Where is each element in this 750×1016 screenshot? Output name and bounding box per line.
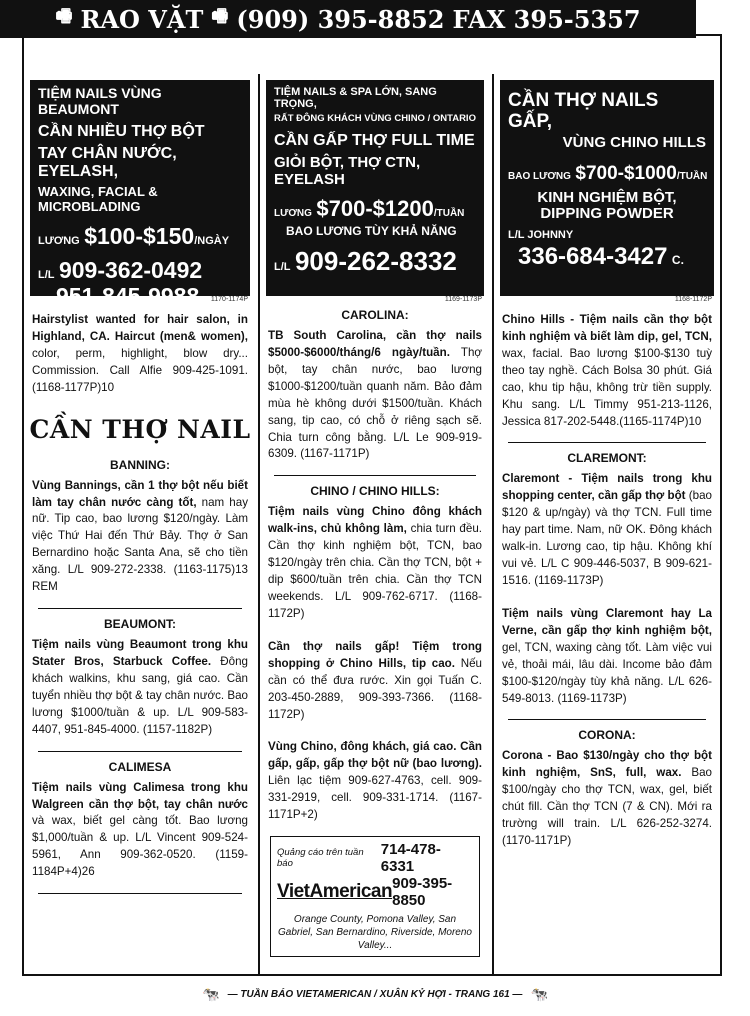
ad-body: chia turn đều. Cần thợ kinh nghiệm bột, TCN, bao $120/ngày trên chia. Cần thợ TCN, bột + dip $600/tuần trên chia. Cần thợ TCN weekends. L/L 909-762-6717. (1168-1172P) [268,522,482,620]
chino-display-ad [266,80,484,296]
salary-prefix: LƯƠNG [274,207,312,219]
ll-label: L/L JOHNNY [508,229,574,242]
chino-hills-display-ad [500,80,714,296]
header-rao-vat: RAO VẶT [80,4,204,34]
chino-hills-urgent-ad [260,633,490,724]
beaumont-ad [24,631,256,739]
ad-bold: Vùng Chino, đông khách, giá cao. Cần gấp, gấp, gấp thợ bột nữ (bao lương). [268,740,482,771]
chino-ad [260,498,490,622]
classifieds-header [0,0,696,38]
salary-suffix: /TUẦN [676,171,708,183]
ad-line: KINH NGHIỆM BỘT, [537,188,677,206]
divider [508,719,706,720]
chino-urgent-ad [260,733,490,824]
section-heading: CALIMESA [108,759,172,774]
ad-bold: Tiệm nails vùng Calimesa trong khu Walgreen cần thợ bột, tay chân nước [32,780,248,811]
salary-amount: $700-$1200 [316,195,434,221]
section-heading: CAROLINA: [341,308,409,322]
hairstylist-ad [24,306,256,397]
ad-line: CẦN NHIỀU THỢ BỘT [38,123,205,141]
ad-body: gel, TCN, waxing càng tốt. Làm việc vui vẻ, thoải mái, lâu dài. Income bảo đảm $100-$120/ngày tùy khả năng. L/L 626-549-8013. (1169-1173P) [502,640,712,705]
promo-cities: Orange County, Pomona Valley, San Gabriel, San Bernardino, Riverside, Moreno Valley... [278,914,472,952]
column-3 [492,74,720,976]
claremont-ad [494,465,720,589]
section-heading: CORONA: [578,728,636,743]
ll-label: L/L [38,268,55,281]
section-heading: CLAREMONT: [567,451,647,466]
divider [274,475,476,476]
ad-body: (bao $120 & up/ngày) và thợ TCN. Full time hay part time. Nam, nữ OK. Đông khách walk-in. Lương cao, tip hậu. Không khí vui vẻ. L/L C 909-446-5037, B 909-621-1516. (1169-1173P) [502,489,712,587]
ad-line: TIỆM NAILS & SPA LỚN, SANG TRỌNG, [274,86,437,111]
ad-body: Nếu cần có thể đưa rước. Xin gọi Tuấn C. 203-450-2889, 909-393-7366. (1168-1172P) [268,656,482,721]
salary-amount: $100-$150 [84,223,195,250]
ad-bold: Tiệm nails vùng Claremont hay La Verne, cần gấp thợ kinh nghiệm bột, [502,606,712,637]
ad-body: wax, facial. Bao lương $100-$130 tuỳ theo tay nghề. Cách Bolsa 30 phút. Giá cao, khu tip hậu, không trừ tiền supply. Khu sang. L/L Timmy 951-213-1126, Jessica 817-202-5448.(1165-1174P)10 [502,346,712,428]
divider [508,442,706,443]
ad-body: Đông khách walkins, khu sang, giá cao. Cần tuyển nhiều thợ bột & tay chân nước. Bao lương $1000/tuần & up. L/L 909-583-4407, 951-845-4000. (1157-1182P) [32,654,248,736]
ad-body: Bao $100/ngày cho thợ TCN, wax, gel, biết chút fill. Cần thợ TCN (7 & CN). Mới ra trường will train. L/L 626-252-3274. (1170-1171P) [502,766,712,848]
ad-line: RẤT ĐÔNG KHÁCH VÙNG CHINO / ONTARIO [274,112,476,124]
phone-number: 951-845-9988 [56,282,200,309]
header-phone: (909) 395-8852 [236,4,445,34]
salary-amount: $700-$1000 [575,163,677,185]
ad-bold: Vùng Bannings, cần 1 thợ bột nếu biết làm tay chân nước càng tốt, [32,478,248,509]
cow-icon: 🐄 [530,985,548,1002]
carolina-ad [260,322,490,463]
ad-ref: 1170-1174P [210,296,248,303]
vietamerican-promo-box [270,836,480,957]
page-footer [0,982,750,1006]
corona-ad [494,742,720,850]
ad-line: VÙNG CHINO HILLS [562,133,706,151]
divider [38,893,242,894]
banning-ad [24,472,256,596]
ad-ref: 1168-1172P [674,296,712,303]
section-heading: BANNING: [110,457,170,472]
header-fax: FAX 395-5357 [452,4,641,34]
section-heading: CHINO / CHINO HILLS: [310,484,440,499]
ad-line: CẦN GẤP THỢ FULL TIME [274,132,475,150]
ll-label: L/L [274,260,291,273]
ad-bold: Claremont - Tiệm nails trong khu shopping center, cần gấp thợ bột [502,472,712,503]
salary-prefix: LƯƠNG [38,235,80,248]
classifieds-page [22,34,722,976]
phone-number: 909-362-0492 [58,256,203,283]
fax-icon: 🖷 [55,6,73,27]
ad-ref: 1169-1173P [444,296,482,303]
promo-phone: 714-478-6331 [380,841,441,876]
vietamerican-logo: VietAmerican [277,881,393,903]
ad-line: WAXING, FACIAL & MICROBLADING [38,184,158,214]
promo-caption: Quảng cáo trên tuần báo [277,847,364,870]
ad-line: BAO LƯƠNG TÙY KHẢ NĂNG [286,224,457,239]
ad-bold: TB South Carolina, cần thợ nails $5000-$6000/tháng/6 ngày/tuần. [268,329,482,359]
column-2 [258,74,490,976]
divider [38,751,242,752]
ad-line: TIỆM NAILS VÙNG BEAUMONT [38,85,162,117]
big-title: CẦN THỢ NAIL [29,414,251,444]
ad-body: Thợ bột, tay chân nước, bao lương $1000-$1200/tuần quanh năm. Bảo đảm mùa hè không dưới $1500/tuần. Khách sang, tip cao, có chỗ ở riêng sạch sẽ. Chia turn công bằng. L/L Le 909-919-6309. (1167-1171P) [268,345,482,461]
promo-phone: 909-395-8850 [392,875,453,910]
ad-line: TAY CHÂN NƯỚC, EYELASH, [38,145,177,181]
ad-bold: Tiệm nails vùng Beaumont trong khu Stater Bros, Starbuck Coffee. [32,638,248,668]
ad-line: CẦN THỢ NAILS GẤP, [508,90,659,133]
footer-text: — TUẦN BÁO VIETAMERICAN / XUÂN KỶ HỢI - TRANG 161 — [227,988,523,1000]
phone-number: 336-684-3427 [518,242,668,270]
ad-bold: Chino Hills - Tiệm nails cần thợ bột kinh nghiệm và biết làm dip, gel, TCN, [502,313,712,343]
ad-body: color, perm, highlight, blow dry... Commission. Call Alfie 909-425-1091. (1168-1177P)10 [32,346,248,394]
section-heading: BEAUMONT: [104,617,176,632]
phone-suffix: C. [671,252,684,267]
divider [38,608,242,609]
ad-line: GIỎI BỘT, THỢ CTN, EYELASH [274,154,421,188]
ad-bold: Tiệm nails vùng Chino đông khách walk-ins, chủ không làm, [268,505,482,536]
salary-suffix: /TUẦN [433,207,465,219]
cow-icon: 🐄 [202,985,220,1002]
phone-number: 909-262-8332 [294,245,457,276]
salary-suffix: /NGÀY [194,235,230,248]
ad-bold: Hairstylist wanted for hair salon, in Highland, CA. Haircut (men& women), [32,313,248,343]
ad-line: DIPPING POWDER [540,205,674,223]
chino-hills-ad [494,306,720,430]
ad-body: Liên lạc tiệm 909-627-4763, cell. 909-331-2919, cell. 909-331-1714. (1167-1171P+2) [268,774,482,822]
salary-prefix: BAO LƯƠNG [508,171,571,183]
ad-bold: Corona - Bao $130/ngày cho thợ bột kinh nghiệm, SnS, full, wax. [502,749,712,780]
ad-body: và wax, biết gel càng tốt. Bao lương $1,000/tuần & up. L/L Vincent 909-524-5961, Ann 909-362-0520. (1159-1184P+4)26 [32,814,248,879]
column-1 [24,74,256,976]
calimesa-ad [24,774,256,882]
ad-bold: Cần thợ nails gấp! Tiệm trong shopping ở Chino Hills, tip cao. [268,639,482,670]
ad-body: nam hay nữ. Tip cao, bao lương $120/ngày. Làm việc Thứ Hai đến Thứ Bảy. Thợ ở San Bernardino hoặc Santa Ana, sẽ cho tiền xăng. L/L 909-272-2338. (1163-1175)13 REM [32,495,248,594]
fax-icon: 🖷 [211,6,229,27]
claremont-la-verne-ad [494,600,720,708]
